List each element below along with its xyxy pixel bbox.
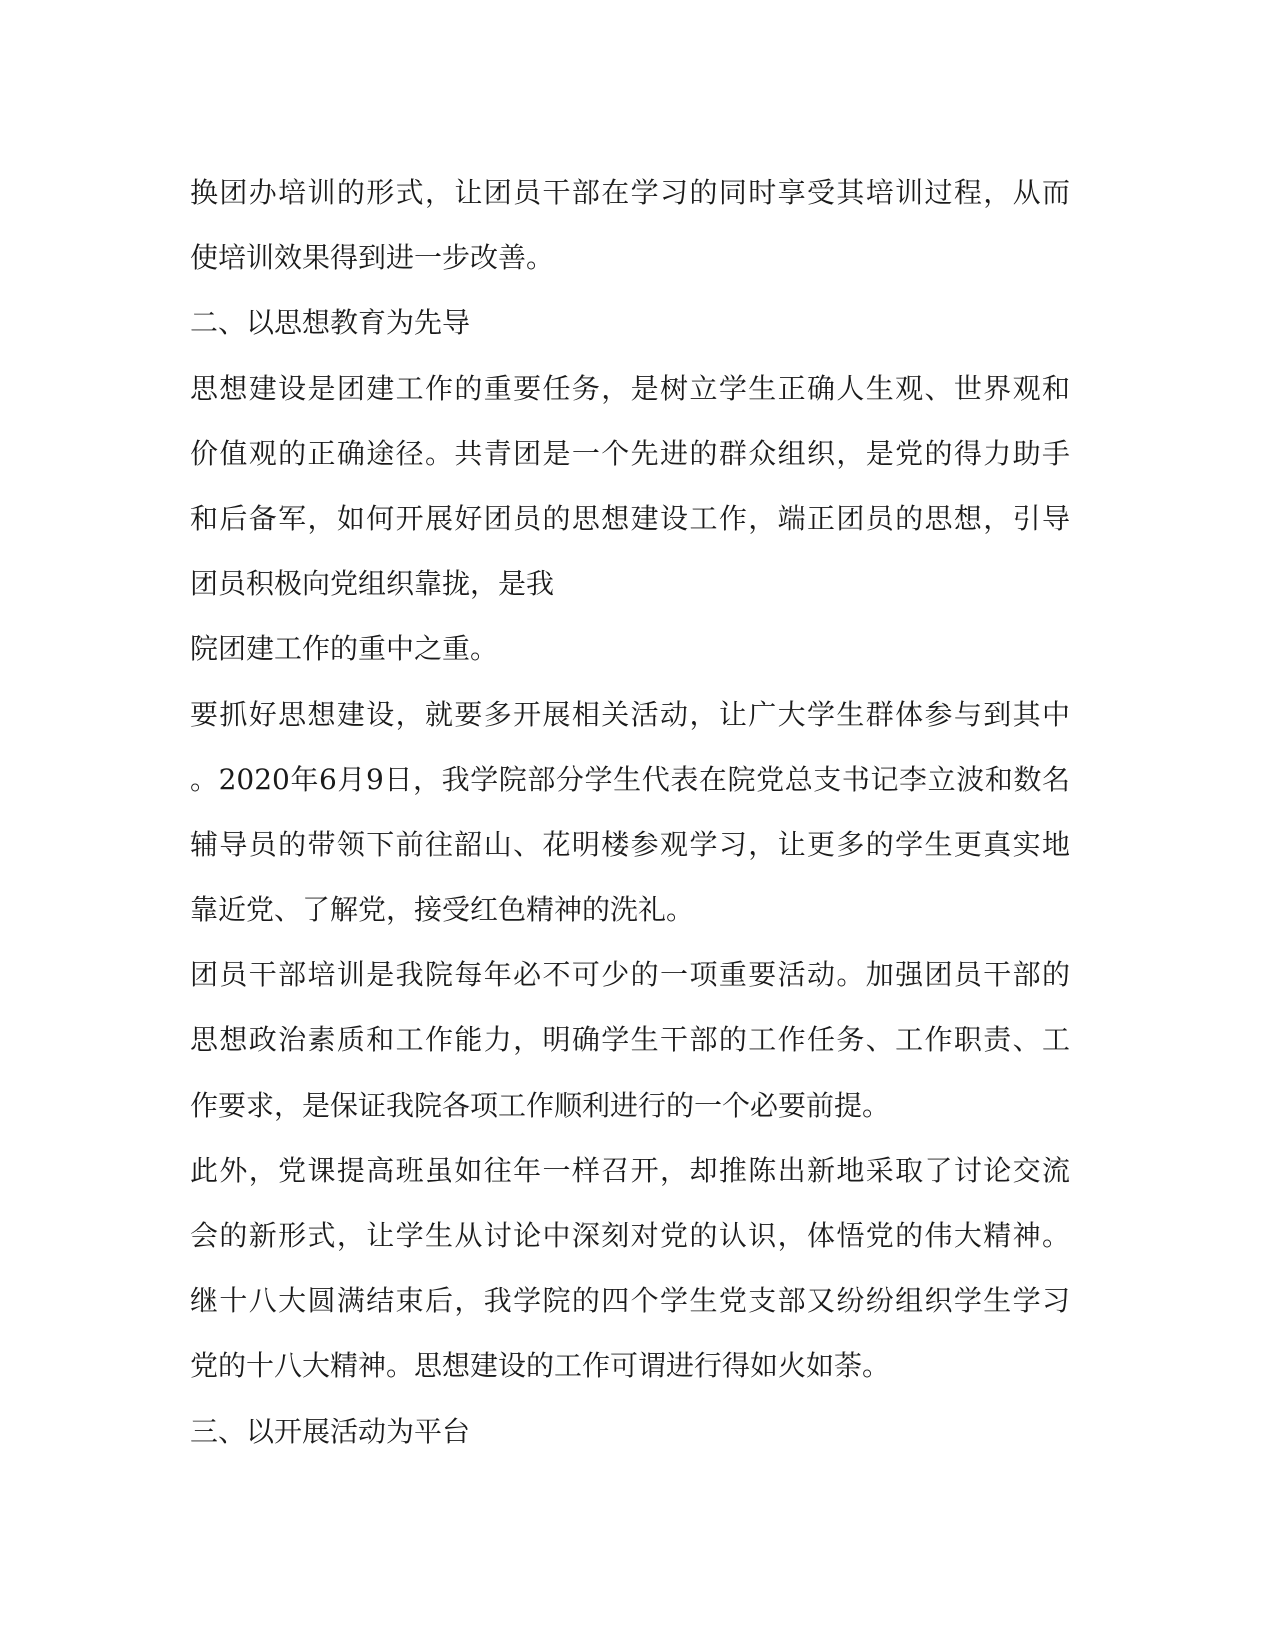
text-line: 换团办培训的形式，让团员干部在学习的同时享受其培训过程，从而 (190, 176, 1070, 209)
text-line: 团员积极向党组织靠拢，是我 (190, 567, 555, 601)
text-line: 。2020年6月9日，我学院部分学生代表在院党总支书记李立波和数名 (190, 762, 1070, 796)
section-heading: 三、以开展活动为平台 (190, 1414, 471, 1448)
body-text (190, 160, 1070, 1464)
text-line: 思想政治素质和工作能力，明确学生干部的工作任务、工作职责、工 (190, 1023, 1070, 1057)
text-line: 此外，党课提高班虽如往年一样召开，却推陈出新地采取了讨论交流 (190, 1153, 1070, 1187)
text-line: 会的新形式，让学生从讨论中深刻对党的认识，体悟党的伟大精神。 (190, 1219, 1070, 1252)
text-line: 靠近党、了解党，接受红色精神的洗礼。 (190, 893, 695, 927)
text-line: 团员干部培训是我院每年必不可少的一项重要活动。加强团员干部的 (190, 958, 1070, 992)
text-line: 继十八大圆满结束后，我学院的四个学生党支部又纷纷组织学生学习 (190, 1284, 1070, 1318)
text-line: 使培训效果得到进一步改善。 (190, 241, 555, 275)
section-heading: 二、以思想教育为先导 (190, 306, 471, 340)
text-line: 思想建设是团建工作的重要任务，是树立学生正确人生观、世界观和 (190, 371, 1070, 405)
text-line: 要抓好思想建设，就要多开展相关活动，让广大学生群体参与到其中 (190, 697, 1070, 731)
text-line: 院团建工作的重中之重。 (190, 632, 499, 666)
text-line: 党的十八大精神。思想建设的工作可谓进行得如火如荼。 (190, 1349, 891, 1383)
text-line: 辅导员的带领下前往韶山、花明楼参观学习，让更多的学生更真实地 (190, 827, 1070, 861)
text-line: 和后备军，如何开展好团员的思想建设工作，端正团员的思想，引导 (190, 501, 1070, 535)
text-line: 作要求，是保证我院各项工作顺利进行的一个必要前提。 (190, 1088, 891, 1122)
text-line: 价值观的正确途径。共青团是一个先进的群众组织，是党的得力助手 (190, 436, 1070, 470)
